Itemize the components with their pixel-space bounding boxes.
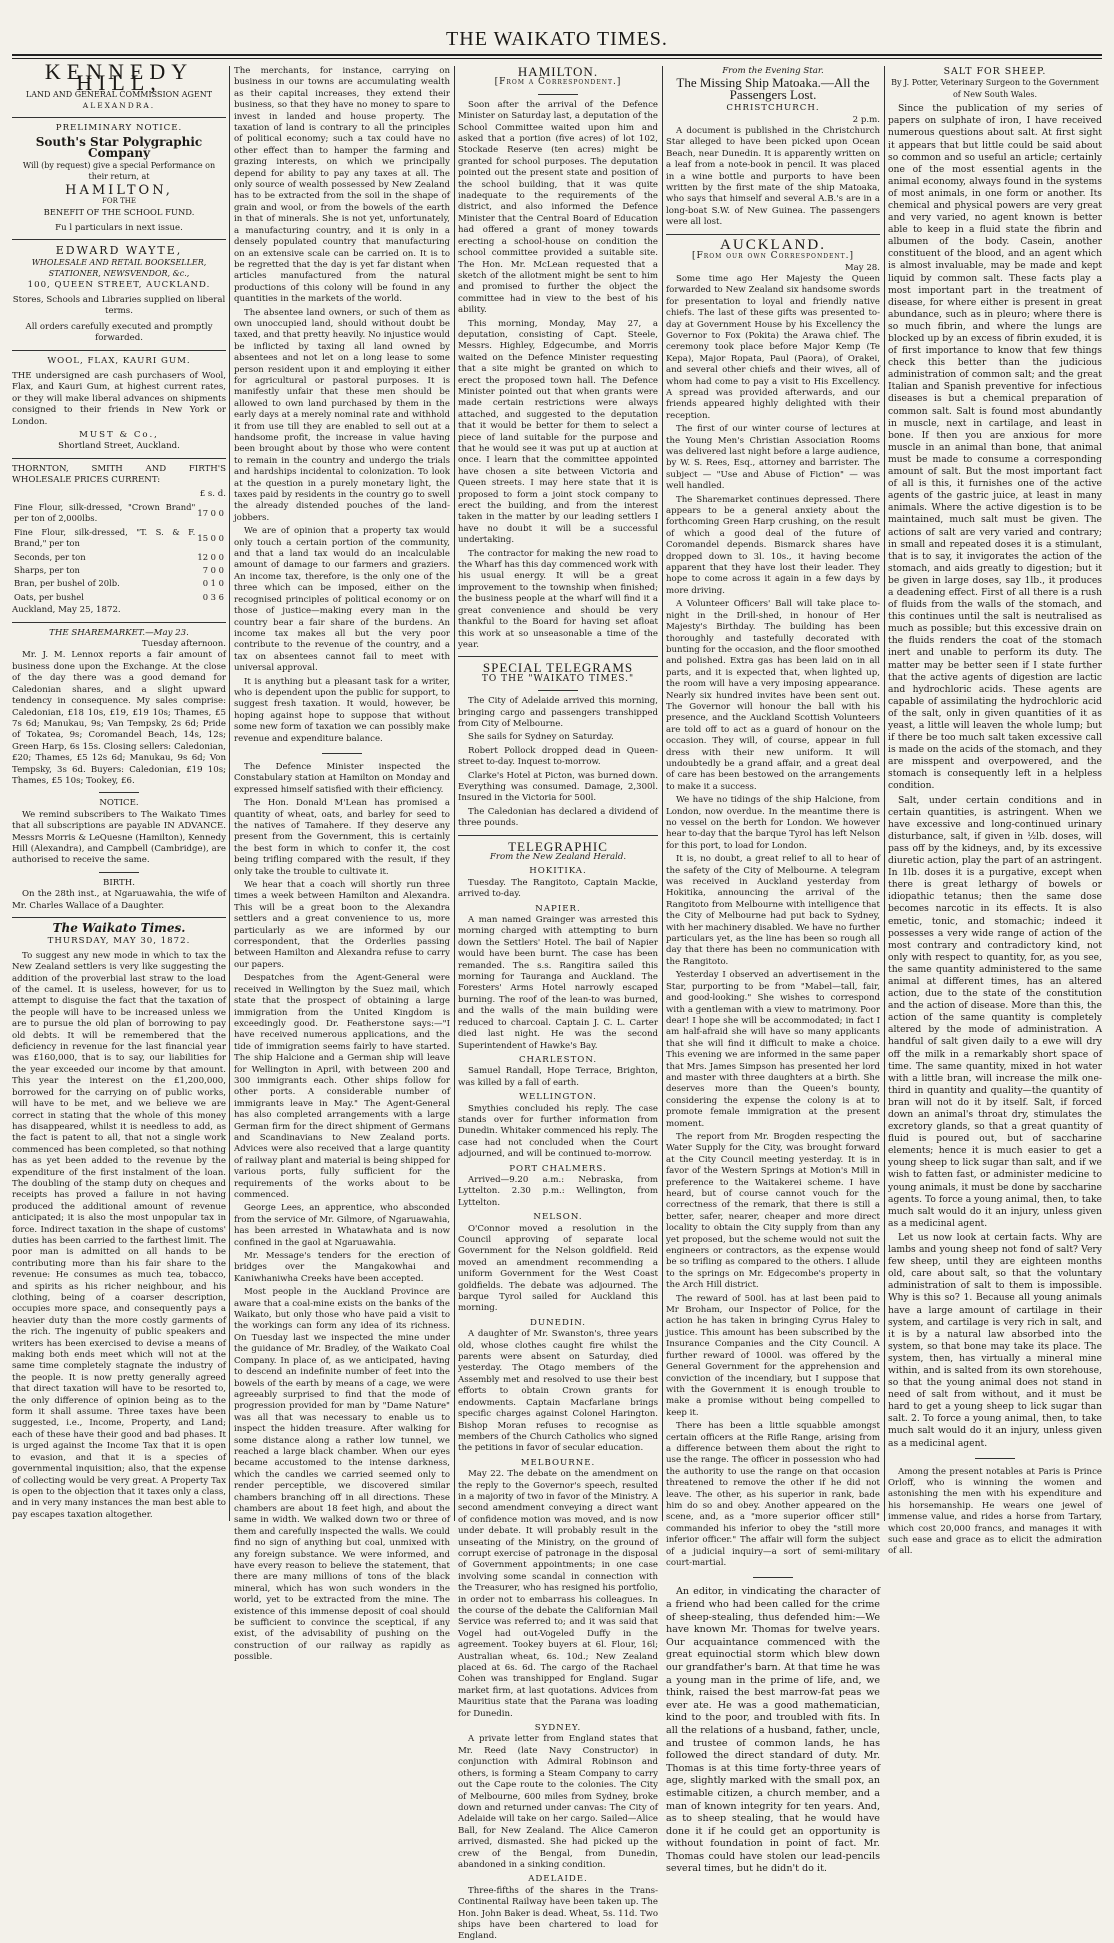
telegram-place: ADELAIDE. [528,1874,588,1885]
section-source: From the Evening Star. [722,66,824,76]
ad-trade: STATIONER, NEWSVENDOR, &c., [48,269,190,279]
divider [12,117,226,118]
divider [538,94,578,95]
news-item: The Hon. Donald M'Lean has promised a quantity of wheat, oats, and barley for seed to the natives of Tamahere. If they deserve any present from the Government, this is certainly the best form in which to confer it, the cost being trifling compared with the result, if they only take the trouble to cultivate it. [234,798,450,877]
notice-section [12,798,226,866]
section-source: [From our own Correspondent.] [691,251,855,262]
divider [666,234,880,235]
telegram-place: PORT CHALMERS. [509,1163,607,1174]
price-value: 17 0 0 [197,507,224,518]
price-value: 12 0 0 [197,551,224,562]
article-para: Let us now look at certain facts. Why are lambs and young sheep not fond of salt? Very few sheep, until they are eighteen months old, care about salt, so that the voluntary administration of salt to them is impossible. Why is this so? 1. Because all young animals have a large amount of cartilage in their system, and cartilage is very rich in salt, and it is by a natural law absorbed into the system, so that bone may take its place. The system, then, has virtually a mineral mine within, and is salted from its own storehouse, so that the young animal does not stand in need of salt from without, and it must be hard to get a young sheep to lick sugar than salt. 2. To force a young animal, then, to take much salt would do it an injury, unless given as a medicinal agent. [888,1231,1102,1449]
news-item: We hear that a coach will shortly run three times a week between Hamilton and Alexandra. This will be a great boon to the Alexandra settlers and a great convenience to us, more particularly as we are informed by our correspondent, that the Orderlies passing between Hamilton and Alexandra refuse to carry our papers. [234,880,450,970]
hamilton-section [458,66,658,651]
editorial [12,951,226,1521]
section-para: Some time ago Her Majesty the Queen forwarded to New Zealand six handsome swords for presentation to loyal and friendly native chiefs. The last of these gifts was presented to-day at Government House by his Excellency the Governor to Fox (Pokita) the Arawa chief. The ceremony took place before Major Kemp (Te Kepa), Major Ropata, Paul (Paora), of Orakei, and several other chiefs and their wives, all of whom had come to pay a visit to His Excellency. A spread was provided afterwards, and our friends appeared highly delighted with their reception. [666,273,880,421]
ad-firm: MUST & Co., [79,429,159,440]
telegram-place: WELLINGTON. [519,1092,597,1103]
section-para: The report from Mr. Brogden respecting the Water Supply for the City, was brought forward at the City Council meeting yesterday. It is in favor of the Western Springs at Motion's Mill in preference to the Waitakerei scheme. I have heard, but of course cannot vouch for the correctness of the remark, that there is still a better, safer, nearer, cheaper and more direct locality to obtain the City supply from than any yet proposed, but the scheme would not suit the engineers or contractors, as the expense would be so trifling as compared to the others. I allude to the springs on Mr. Edgecombe's property in the Arch Hill district. [666,1131,880,1291]
ad-place: HAMILTON, [65,182,173,198]
telegram-text: A private letter from England states that Mr. Reed (late Navy Constructor) in conjunction with Admiral Robinson and others, is forming a Steam Company to carry out the Cape route to the colonies. The City of Melbourne, 600 miles from Sydney, broke down and returned under canvas: The City of Adelaide will take on her cargo. Sailed—Alice Ball, for New Zealand. The Alice Cameron arrived, dismasted. She had picked up the crew of the Bengal, from Dunedin, abandoned in a sinking condition. [458,1734,658,1870]
ad-address: 100, QUEEN STREET, AUCKLAND. [27,279,211,290]
price-row [14,527,224,550]
price-value: 7 0 0 [202,565,224,576]
telegraphic-section [458,838,658,1943]
ad-text: Will (by request) give a special Performance on their return, at [22,160,216,182]
divider [458,835,658,836]
price-row [14,592,224,603]
section-para: Clarke's Hotel at Picton, was burned down. Everything was consumed. Damage, 2,300l. Insured in the Victoria for 500l. [458,770,658,804]
price-item: Sharps, per ton [14,565,80,576]
section-text: We remind subscribers to The Waikato Times that all subscriptions are payable IN ADVANCE. Messrs Morris & LeQuesne (Hamilton), Kennedy Hill (Alexandra), and Campbell (Cambridge), are authorised to receive the same. [12,809,226,866]
matoaka-section [666,66,880,229]
ad-text: THE undersigned are cash purchasers of Wool, Flax, and Kauri Gum, at highest current rates, or they will make liberal advances on shipments consigned to their friends in New York or London. [12,370,226,427]
special-telegrams-section [458,662,658,829]
divider [12,917,226,918]
ad-heading: PRELIMINARY NOTICE. [55,122,183,133]
kennedy-hill-ad [12,59,226,112]
price-item: Oats, per bushel [14,591,84,602]
ad-address: Shortland Street, Auckland. [58,441,180,452]
birth-notice [12,878,226,912]
news-item: George Lees, an apprentice, who absconded from the service of Mr. Gilmore, of Ngaruawahia, has been arrested in Whatawhata and is now confined in the gaol at Ngaruawahia. [234,1203,450,1248]
wool-flax-ad [12,356,226,453]
news-item: Most people in the Auckland Province are aware that a coal-mine exists on the banks of the Waikato, but only those who have paid a visit to the workings can form any idea of its richness. On Tuesday last we inspected the mine under the guidance of Mr. Bradley, of the Waikato Coal Company. In place of, as we anticipated, having to descend an indefinite number of feet into the bowels of the earth by means of a cage, we were agreeably surprised to find that the mode of progression provided for man by "Dame Nature" was all that was necessary to enable us to inspect the hidden treasure. After walking for some distance along a rather low tunnel, we reached a large black chamber. When our eyes became accustomed to the intense darkness, which the candles we carried seemed only to render perceptible, we discovered similar chambers branching off in all directions. These chambers are about 18 feet high, and about the same in width. We walked down two or three of them and carefully inspected the walls. We could find no sign of anything but coal, unmixed with any foreign substance. We were informed, and have every reason to believe the statement, that there are many millions of tons of the black mineral, which has won such wonders in the world, yet to be extracted from the mine. The existence of this immense deposit of coal should be sufficient to convince the sceptical, if any exist, of the advisability of pushing on the construction of our railway as rapidly as possible. [234,1287,450,1663]
divider [753,1577,793,1578]
price-value: 0 3 6 [202,591,224,602]
divider [538,690,578,691]
divider [975,1458,1015,1459]
ad-text: THORNTON, SMITH AND FIRTH'S WHOLESALE PRICES CURRENT: [12,463,226,486]
telegram-place: NAPIER. [535,903,581,914]
ad-sub: LAND AND GENERAL COMMISSION AGENT [25,89,213,99]
price-row [14,578,224,589]
column-4 [666,66,880,1875]
section-text: On the 28th inst., at Ngaruawahia, the wife of Mr. Charles Wallace of a Daughter. [12,889,226,911]
telegram-text: Arrived—9.20 a.m.: Nebraska, from Lyttelton. 2.30 p.m.: Wellington, from Lyttelton. [458,1174,658,1208]
divider [12,350,226,351]
section-para: The contractor for making the new road to the Wharf has this day commenced work with his usual energy. It will be a great improvement to the township when finished; the business people at the wharf will find it a great convenience and should be very thankful to the Board for having set afloat this work at so unseasonable a time of the year. [458,548,658,650]
section-para: It is, no doubt, a great relief to all to hear of the safety of the City of Melbourne. A telegram was received in Auckland yesterday from Hokitika, announcing the arrival of the Rangitoto from Melbourne with intelligence that the City of Melbourne had put back to Sydney, with her machinery disabled. We have no further particulars yet, as the line has been so rough all day that there has been no communication with the Rangitoto. [666,854,880,967]
telegram-text: O'Connor moved a resolution in the Council approving of separate local Government for the Nelson goldfield. Reid moved an amendment recommending a uniform Government for the West Coast goldfields. The debate was adjourned. The barque Tyrol sailed for Auckland this morning. [458,1223,658,1314]
divider [12,239,226,240]
section-text: Mr. J. M. Lennox reports a fair amount of business done upon the Exchange. At the close of the day there was a good demand for Caledonian shares, and a slight upward tendency in consequence. My sales comprise: Caledonian, £18 10s, £19, £19 10s; Thames, £5 7s 6d; Manukau, 9s; Van Tempsky, 2s 6d; Pride of Tokatea, 9s; Coromandel Beach, 14s, 12s; Green Harp, 6s 15s. Closing sellers: Caledonian, £20; Thames, £5 12s 6d; Manukau, 9s 6d; Von Tempsky, 3s 6d. Buyers: Caledonian, £19 10s; Thames, £5 10s; Tookey, £6. [12,650,226,786]
article-para: Since the publication of my series of papers on sulphate of iron, I have received numerous questions about salt. At first sight it appears that but little could be said about so common and so useful an article; certainly one of the most essential agents in the animal economy, always found in the systems of most animals, in one form or another. Its chemical and physical powers are very great and very varied, no agent known is better able to keep in a fluid state the fibrin and albumen of the body. Casein, another constituent of the blood, and an agent which is almost invaluable, may be made and kept liquid by common salt. These facts play a most important part in the treatment of disease, for where either is present in great abundance, such as in pleuro; where there is so much fibrin, and where the lungs are blocked up by an excess of fibrin exuded, it is of first importance to know that few things check this better than the judicious administration of common salt; and the great Italian and Spanish preventive for infectious diseases is but a chemical preparation of common salt. Salt is found most abundantly in muscle, next in cartilage, and least in bone. If then you are anxious for more muscle in an animal than bone, that animal must be made to consume a corresponding amount of salt. But the most important fact of all is this, it furnishes one of the active agents of the gastric juice, at least in many animals. Where the active digestion is to be maintained, much salt must be given. The actions of salt are very varied and contrary; in small and repeated doses it is a stimulant, that is to say, it invigorates the action of the stomach, and aids greatly to digestion; but it be given in large doses, say 1lb., it produces a deadening effect. First of all there is a rush of fluids from the walls of the stomach, and this continues until the salt is neutralised as much as possible; but this excessive drain on the fluids renders the coat of the stomach inert and unable to perform its duty. The matter may be better seen if I state further that the active agents of digestion are lactic and hydrochloric acids. These agents are capable of assimilating the hydrochloric acid of the salt, only in given quantities of it as yeast, a little will leaven the whole lump; but if there be too much salt taken excessive call is made on the acids of the stomach, and they are misspent and overpowered, and the stomach is consequently left in a helpless condition. [888,103,1102,792]
price-item: Fine Flour, silk-dressed, "Crown Brand" per ton of 2,000lbs. [14,502,196,524]
news-item: Mr. Message's tenders for the erection of bridges over the Mangakowhai and Kaniwhaniwha Creeks have been accepted. [234,1251,450,1284]
section-heading: The Missing Ship Matoaka.—All the Passengers Lost. [676,75,870,102]
telegram-text: Smythies concluded his reply. The case stands over for further information from Dunedin. Whitaker commenced his reply. The case had not concluded when the Court adjourned, and will be continued to-morrow. [458,1103,658,1160]
ad-for: FOR THE [102,197,136,206]
article-para: Salt, under certain conditions and in certain quantities, is astringent. When we have excessive and long-continued urinary disturbance, salt, if given in ½lb. doses, will pass off by the kidneys, and, by its excessive diuretic action, play the part of an astringent. In 1lb. doses it is a purgative, except when there is great lethargy of bowels or idiopathic tetanus; then the same dose becomes narcotic in its effects. It is also emetic, tonic, and stomachic; indeed it possesses a very wide range of action of the most contrary and contradictory kind, not only with respect to quantity, for, as you see, the same quantity administered to the same animal at different times, has an altered action, due to the state of the constitution and the action of disease. More than this, the action of the same quantity is completely altered by the mode of administration. A handful of salt given daily to a ewe will dry off the milk in a remarkably short space of time. The same quantity, mixed in hot water with a little bran, will increase the milk one-third in quantity and quality—the quantity of bran will not do it by itself. Salt, if forced down an animal's throat dry, stimulates the excretory glands, so that a great quantity of fluid is poured out, but of saccharine elements; hence it is much easier to get a young sheep to lick sugar than salt, and if we wish to fatten fast, or administer medicine to young animals, it must be done by saccharine agents. To force a young animal, then, to take much salt would do it an injury, unless given as a medicinal agent. [888,794,1102,1229]
editorial-para: It is anything but a pleasant task for a writer, who is dependent upon the public for support, to suggest fresh taxation. It would, however, be hoping against hope to suppose that without some new form of taxation we can possibly make revenue and expenditure balance. [234,676,450,744]
telegram-place: HOKITIKA. [529,866,587,877]
sharemarket-section [12,628,226,788]
endnote: Among the present notables at Paris is Prince Orloff, who is winning the women and astonishing the men with his expenditure and his horsemanship. He wears one jewel of immense value, and rides a horse from Tartary, which cost 20,000 francs, and manages it with such ease and grace as to elicit the admiration of all. [888,1466,1102,1557]
editorial-continued [234,66,450,745]
edward-wayte-ad [12,245,226,344]
divider [12,458,226,459]
ad-place: ALEXANDRA. [82,101,156,111]
telegram-text: May 22. The debate on the amendment on the reply to the Governor's speech, resulted in a majority of two in favor of the Ministry. A second amendment conveying a direct want of confidence motion was moved, and is now under debate. It will probably result in the unseating of the Ministry, on the ground of corrupt exercise of patronage in the disposal of Government appointments; in one case involving some scandal in connection with the Treasurer, who has resigned his portfolio, in order not to embarrass his colleagues. In the course of the debate the Californian Mail Service was referred to; and it was said that Vogel had out-Vogeled Duffy in the agreement. Tookey buyers at 6l. Flour, 16l; Australian wheat, 6s. 10d.; New Zealand placed at 6s. 6d. The cargo of the Rachael Cohen was transhipped for England. Sugar market firm, at last quotations. Advices from Mauritius state that the Parana was loading for Dunedin. [458,1469,658,1719]
ad-text: All orders carefully executed and promptly forwarded. [25,321,213,344]
section-day: Tuesday afternoon. [141,639,226,650]
section-para: The reward of 500l. has at last been paid to Mr Broham, our Inspector of Police, for the action he has taken in bringing Cyrus Haley to justice. This amount has been subscribed by the Insurance Companies and the City Council. A further reward of 1000l. was offered by the General Government for the apprehension and conviction of the incendiary, but I suppose that with the Government it is enough trouble to make a promise without being compelled to keep it. [666,1293,880,1418]
column-1 [12,59,226,1521]
ad-title: South's Star Polygraphic Company [35,135,203,161]
ad-benefit: BENEFIT OF THE SCHOOL FUND. [43,207,195,218]
section-para: A Volunteer Officers' Ball will take place to-night in the Drill-shed, in honour of Her Majesty's Birthday. The building has been thoroughly and tastefully decorated with bunting for the occasion, and the floor smoothed and polished. Extra gas has been laid on in all parts, and it is expected that, when lighted up, the room will have a very imposing appearance. Nearly six hundred invites have been sent out. The Governor will honour the ball with his presence, and the Auckland Scottish Volunteers are told off to act as a guard of honour on the occasion. They will, of course, appear in full dress with their new uniform. It will undoubtedly be a grand affair, and a great deal of care has been bestowed on the arrangements to make it a success. [666,599,880,792]
price-item: Seconds, per ton [14,551,86,562]
paper-title: The Waikato Times. [52,921,186,935]
ad-name: KENNEDY HILL, [44,59,194,96]
price-columns: £ s. d. [199,488,226,499]
section-heading: SPECIAL TELEGRAMS [482,660,634,676]
divider [458,656,658,657]
price-value: 15 0 0 [197,532,224,543]
section-para: This morning, Monday, May 27, a deputation, consisting of Capt. Steele, Messrs. Highley, Edgecumbe, and Morris waited on the Defence Minister requesting that a site might be granted on which to erect the proposed town hall. The Defence Minister pointed out that when grants were made certain restrictions were always attached, and suggested to the deputation that it would be better for them to select a piece of land suitable for the purpose and that he would see it was put up at auction at once. I learn that the committee appointed have chosen a site between Victoria and Queen streets. I may here state that it is proposed to form a joint stock company to erect the building, and from the interest taken in the matter by our leading settlers I have no doubt it will be a successful undertaking. [458,318,658,546]
price-value: 0 1 0 [202,578,224,589]
column-5 [888,66,1102,1557]
divider [12,622,226,623]
ad-note: Fu l particulars in next issue. [55,222,183,233]
editorial-para: We are of opinion that a property tax would only touch a certain portion of the community, and that a land tax would do an incalculable amount of damage to our farmers and graziers. An income tax, therefore, is the only one of the three which can be imposed, either on the recognised principles of political economy or on those of justice—making every man in the country bear a fair share of the burdens. An income tax makes all but the very poor contribute to the revenue of the country, and a tax on absentees cannot fail to meet with universal approval. [234,526,450,674]
section-date: May 28. [844,262,880,273]
dateline: THURSDAY, MAY 30, 1872. [47,936,191,947]
column-divider [229,66,230,1521]
editorial-para: The absentee land owners, or such of them as own unoccupied land, should without doubt be taxed, and that pretty heavily. No injustice would be inflicted by taxing all land owned by absentees and not let on a long lease to some person resident upon it and employing it either for agricultural or pastoral purposes. It is manifestly unfair that these men should be allowed to own land purchased by them in the early days at a merely nominal rate and withhold it from use till they are enabled to sell out at a handsome profit, the increase in value having been brought about by those who were content to remain in the country and undergo the trials and hardships incidental to colonization. To look at the question in a purely monetary light, the taxes paid by residents in the country go to swell the already distended pouches of the land-jobbers. [234,307,450,523]
section-time: 2 p.m. [852,114,880,125]
column-3 [458,64,658,1942]
price-table [12,500,226,605]
section-para: The Caledonian has declared a dividend of three pounds. [458,806,658,829]
masthead-rule [12,54,1102,56]
telegram-place: MELBOURNE. [520,1457,596,1468]
salt-for-sheep-article [888,66,1102,1450]
article-byline: By J. Potter, Veterinary Surgeon to the Government of New South Wales. [891,78,1099,99]
section-heading: HAMILTON. [517,64,599,79]
editorial-para: To suggest any new mode in which to tax the New Zealand settlers is very like suggesting the addition of the proverbial last straw to the load of the camel. It is useless, however, for us to attempt to disguise the fact that the taxation of the people will have to be increased unless we are to pursue the old plan of borrowing to pay old debts. It will be remembered that the deficiency in revenue for the last financial year was £160,000, that is to say, our liabilities for the year exceeded our income by that amount. This year the interest on the £1,200,000, borrowed for the carrying on of public works, will have to be met, and we believe we are correct in stating that the whole of this money has disappeared, whilst it is needless to add, as the fact is patent to all, that not a single work commenced has been completed, so that nothing has as yet been added to the revenue by the expenditure of the first instalment of the loan. The doubling of the stamp duty on cheques and receipts has proved a failure in not having produced the additional amount of revenue anticipated; it is also the most unpopular tax in force. Indirect taxation in the shape of customs' duties has been carried to the farthest limit. The poor man is admitted on all hands to be contributing more than his fair share to the revenue: He consumes as much tea, tobacco, and spirits as his richer neighbour, and his clothing, being of a coarser description, occupies more space, and consequently pays a heavier duty than the more costly garments of the rich. The ingenuity of public speakers and writers has been exercised to devise a means of making both ends meet which will not at the same time completely stagnate the industry of the people. It is now pretty generally agreed that direct taxation will have to be resorted to, the only difference of opinion being as to the form it shall assume. Three taxes have been suggested, i.e., Income, Property, and Land; each of these have their good and bad phases. It is urged against the Income Tax that it is open to evasion, and that it is a species of governmental inquisition; also, that the expense of collecting would be very great. A Property Tax is open to the objection that it taxes only a class, and in very many instances the man best able to pay escapes taxation altogether. [12,950,226,1520]
column-divider [454,66,455,1521]
editorial-para: The merchants, for instance, carrying on business in our towns are accumulating wealth as their capital increases, they extend their business, so that they have no money to spare to invest in landed and house property. The taxation of land is contrary to all the principles of political economy; such a tax could have no other effect than to hamper the farming and grazing interests, on which we principally depend for ability to pay any taxes at all. The only source of wealth possessed by New Zealand has to be extracted from the soil in the shape of grain and wool, or from the bowels of the earth in that of minerals. She is not yet, unfortunately, a manufacturing country, and it is only in a densely populated country that manufacturing on an extensive scale can be carried on. It is to be regretted that the day is yet far distant when articles manufactured from the natural productions of this colony will be found in any quantities in the markets of the world. [234,66,450,305]
column-divider [884,66,885,1521]
price-row [14,502,224,525]
telegram-place: CHARLESTON. [518,1054,598,1065]
telegram-text: Three-fifths of the shares in the Trans-Continental Railway have been taken up. The Hon. John Baker is dead. Wheat, 5s. 11d. Two ships have been chartered to load for England. [458,1885,658,1942]
section-para: The City of Adelaide arrived this morning, bringing cargo and passengers transhipped from City of Melbourne. [458,696,658,729]
telegram-place: NELSON. [533,1212,583,1223]
price-item: Fine Flour, silk-dressed, "T. S. & F. Brand," per ton [14,526,196,549]
thornton-prices-ad [12,464,226,617]
price-row [14,552,224,563]
column-divider [662,66,663,1521]
section-heading: TELEGRAPHIC [508,838,608,854]
column-2 [234,66,450,1663]
section-sub: TO THE "WAIKATO TIMES." [481,673,635,684]
local-news [234,762,450,1664]
telegram-text: Tuesday. The Rangitoto, Captain Mackie, arrived to-day. [458,877,658,900]
article-heading: SALT FOR SHEEP. [943,66,1047,77]
masthead [0,10,1114,58]
telegram-text: A man named Grainger was arrested this morning charged with attempting to burn down the Settlers' Hotel. The bail of Napier would have been burnt. The case has been remanded. The s.s. Rangitira sailed this morning for Tauranga and Auckland. The Foresters' Arms Hotel narrowly escaped burning. The roof of the lean-to was burned, and the walls of the main building were reduced to charcoal. Captain J. C. L. Carter died last night. He was the second Superintendent of Hawke's Bay. [458,915,658,1051]
telegram-text: Samuel Randall, Hope Terrace, Brighton, was killed by a fall of earth. [458,1066,658,1088]
divider [99,792,139,793]
ad-text: Stores, Schools and Libraries supplied on liberal terms. [12,294,226,317]
section-heading: THE SHAREMARKET.—May 23. [49,627,189,638]
news-item: The Defence Minister inspected the Constabulary station at Hamilton on Monday and expressed himself satisfied with their efficiency. [234,761,450,795]
section-para: Yesterday I observed an advertisement in the Star, purporting to be from "Mabel—tall, fair, and good-looking." She wishes to correspond with a gentleman with a view to matrimony. Poor dear! I hope she will be accommodated; in fact I am half-afraid she will have so many applicants that she will find it difficult to make a choice. This evening we are informed in the same paper that Mrs. James Simpson has presented her lord and master with three daughters at a birth. She deserves more than the Queen's bounty, considering the expense the colony is at to promote female immigration at the present moment. [666,970,880,1129]
ad-name: EDWARD WAYTE, [55,244,183,258]
ad-heading: WOOL, FLAX, KAURI GUM. [47,355,191,366]
ad-date: Auckland, May 25, 1872. [12,605,121,616]
section-place: CHRISTCHURCH. [726,103,820,114]
ad-trade: WHOLESALE AND RETAIL BOOKSELLER, [31,257,207,267]
telegram-place: SYDNEY. [534,1723,582,1734]
section-text: A document is published in the Christchurch Star alleged to have been picked upon Ocean Beach, near Dunedin. It is apparently written on a leaf from a note-book in pencil. It was placed in a wine bottle and purports to have been written by the first mate of the ship Matoaka, who says that himself and several A.B.'s are in a long-boat S.W. of New Guinea. The passengers were all lost. [666,126,880,228]
divider [99,872,139,873]
auckland-section [666,236,880,1570]
divider [322,753,362,754]
telegram-place: DUNEDIN. [530,1317,586,1328]
editor-anecdote: An editor, in vindicating the character of a friend who had been called for the crime of sheep-stealing, thus defended him:—We have known Mr. Thomas for twelve years. Our acquaintance commenced with the great equinoctial storm which blew down our grandfather's barn. At that time he was a young man in the prime of life, and, we think, raised the best marrow-fat peas we ever ate. He was a good mathematician, kind to the poor, and troubled with fits. In all the relations of a husband, father, uncle, and trustee of common lands, he has followed the direct standard of duty. Mr. Thomas is at this time forty-three years of age, slightly marked with the small pox, an estimable citizen, a church member, and a man of known integrity for ten years. And, as to sheep stealing, that he would have done it if he could get an opportunity is without foundation in point of fact. Mr. Thomas could have stolen our lead-pencils several times, but he didn't do it. [666,1586,880,1875]
telegram-text: A daughter of Mr. Swanston's, three years old, whose clothes caught fire whilst the parents were absent on Saturday, died yesterday. The Otago members of the Assembly met and resolved to use their best efforts to obtain Crown grants for endowments. Captain Macfarlane brings specific charges against Colonel Harington. Bishop Moran refuses to recognise as members of the Church Catholics who signed the petitions in favor of secular education. [458,1329,658,1454]
preliminary-notice-ad [12,123,226,235]
section-heading: BIRTH. [103,877,135,888]
section-para: She sails for Sydney on Saturday. [468,732,614,743]
price-row [14,565,224,576]
section-para: Soon after the arrival of the Defence Minister on Saturday last, a deputation of the School Committee waited upon him and asked that a portion (five acres) of lot 102, Stockade Reserve (ten acres) might be granted for school purposes. The deputation pointed out the present state and position of the school building, that it was quite inadequate to the requirements of the district, and also informed the Defence Minister that the Central Board of Education had offered a grant of money towards erecting a school-house on condition the school committee provided a suitable site. The Hon. Mr. McLean requested that a sketch of the allotment might be sent to him and promised to further the object the committee had in view to the best of his ability. [458,99,658,316]
news-item: Despatches from the Agent-General were received in Wellington by the Suez mail, which state that the prospect of obtaining a large immigration from the United Kingdom is exceedingly good. Dr. Featherstone says:—"I have received numerous applications, and the tide of immigration seems fairly to have started. The ship Halcione and a German ship will leave for Wellington in April, with between 200 and 300 immigrants each. Other ships follow for other ports. A considerable number of immigrants leave in May." The Agent-General has also completed arrangements with a large German firm for the direct shipment of Germans and Scandinavians to New Zealand ports. Advices were also received that a large quantity of railway plant and material is being shipped for various ports, fully sufficient for the requirements of the works about to be commenced. [234,973,450,1200]
section-para: The Sharemarket continues depressed. There appears to be a general anxiety about the forthcoming Green Harp crushing, on the result of which a good deal of the future of Coromandel depends. Bismarck shares have dropped down to 3l. 10s., it having become apparent that they have lost their leader. They hope to come across it again in a few days by more driving. [666,494,880,596]
section-para: There has been a little squabble amongst certain officers at the Rifle Range, arising from a difference between them about the right to use the range. The officer in possession who had the authority to use the range on that occasion threatened to remove the other if he did not leave. The other, as his superior in rank, bade him do so and obey. Another appeared on the scene, and, as a "more superior officer still" commanded his inferior to obey the "still more inferior officer." The affair will form the subject of a judicial inquiry—a sort of semi-military court-martial. [666,1421,880,1568]
section-para: The first of our winter course of lectures at the Young Men's Christian Association Rooms was delivered last night before a large audience, by W. S. Rees, Esq., attorney and barrister. The subject — "Use and Abuse of Fiction" — was well handled. [666,424,880,492]
section-para: Robert Pollock dropped dead in Queen-street to-day. Inquest to-morrow. [458,745,658,768]
section-heading: AUCKLAND. [720,236,826,253]
section-source: [From a Correspondent.] [494,77,622,88]
section-source: From the New Zealand Herald. [489,852,627,862]
section-para: We have no tidings of the ship Halcione, from London, now overdue. In the meantime there is no vessel on the berth for London. We however hear to-day that the barque Tyrol has left Nelson for this port, to load for London. [666,795,880,851]
section-heading: NOTICE. [99,798,139,809]
newspaper-title: THE WAIKATO TIMES. [446,28,668,50]
price-item: Bran, per bushel of 20lb. [14,578,120,589]
